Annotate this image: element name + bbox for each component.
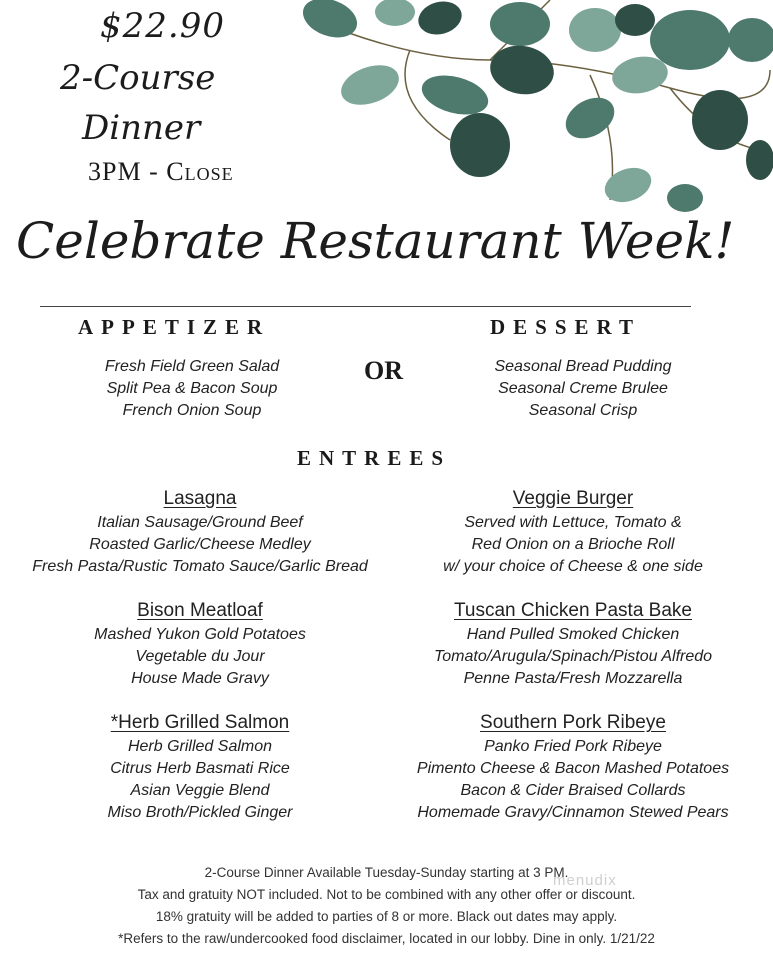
list-item: French Onion Soup xyxy=(122,402,262,419)
entree-line: Citrus Herb Basmati Rice xyxy=(110,760,290,777)
dinner-heading: Dinner xyxy=(82,108,201,148)
entree-line: Roasted Garlic/Cheese Medley xyxy=(89,536,311,553)
headline: Celebrate Restaurant Week! xyxy=(16,212,735,270)
entree-line: Tomato/Arugula/Spinach/Pistou Alfredo xyxy=(433,648,713,665)
eucalyptus-leaves-decoration xyxy=(290,0,773,220)
list-item: Fresh Field Green Salad xyxy=(104,358,280,375)
price-heading: $22.90 xyxy=(100,6,225,46)
entree-title: Southern Pork Ribeye xyxy=(480,712,666,733)
appetizer-list xyxy=(62,356,322,422)
list-item: Seasonal Bread Pudding xyxy=(494,358,672,375)
entree-line: Italian Sausage/Ground Beef xyxy=(97,514,303,531)
appetizer-heading: APPETIZER xyxy=(78,315,271,339)
entrees-heading: ENTREES xyxy=(297,446,452,470)
entree-line: Homemade Gravy/Cinnamon Stewed Pears xyxy=(417,804,729,821)
entree-bison-meatloaf xyxy=(20,598,380,690)
dessert-heading: DESSERT xyxy=(490,315,641,339)
entree-line: Bacon & Cider Braised Collards xyxy=(460,782,686,799)
entree-line: Miso Broth/Pickled Ginger xyxy=(107,804,293,821)
entree-title: Lasagna xyxy=(163,488,237,509)
entree-line: House Made Gravy xyxy=(131,670,269,687)
entree-title: Tuscan Chicken Pasta Bake xyxy=(454,600,692,621)
courses-heading: 2-Course xyxy=(60,58,216,98)
footer-notes xyxy=(0,862,773,950)
entree-line: Penne Pasta/Fresh Mozzarella xyxy=(463,670,683,687)
dessert-list xyxy=(453,356,713,422)
hours-label: 3PM - Close xyxy=(88,157,234,186)
footer-line: 2-Course Dinner Available Tuesday-Sunday starting at 3 PM. xyxy=(204,865,569,880)
entree-line: Red Onion on a Brioche Roll xyxy=(471,536,675,553)
entree-line: Fresh Pasta/Rustic Tomato Sauce/Garlic Bread xyxy=(32,558,368,575)
entree-line: Asian Veggie Blend xyxy=(130,782,270,799)
entree-title: *Herb Grilled Salmon xyxy=(110,712,290,733)
entree-tuscan-chicken xyxy=(393,598,753,690)
entree-line: Herb Grilled Salmon xyxy=(127,738,273,755)
list-item: Seasonal Crisp xyxy=(528,402,638,419)
entree-lasagna xyxy=(20,486,380,578)
list-item: Split Pea & Bacon Soup xyxy=(106,380,278,397)
entree-line: Hand Pulled Smoked Chicken xyxy=(466,626,680,643)
entree-line: Mashed Yukon Gold Potatoes xyxy=(94,626,306,643)
entree-pork-ribeye xyxy=(393,710,753,824)
entree-line: Vegetable du Jour xyxy=(135,648,265,665)
entree-title: Veggie Burger xyxy=(512,488,634,509)
or-label: OR xyxy=(364,356,403,385)
entree-line: Served with Lettuce, Tomato & xyxy=(464,514,682,531)
entree-line: w/ your choice of Cheese & one side xyxy=(443,558,703,575)
entree-veggie-burger xyxy=(393,486,753,578)
footer-line: Tax and gratuity NOT included. Not to be combined with any other offer or discount. xyxy=(137,887,636,902)
entree-title: Bison Meatloaf xyxy=(137,600,263,621)
footer-line: 18% gratuity will be added to parties of 8 or more. Black out dates may apply. xyxy=(155,909,618,924)
list-item: Seasonal Creme Brulee xyxy=(498,380,668,397)
divider-line xyxy=(40,306,691,307)
entree-herb-salmon xyxy=(20,710,380,824)
entree-line: Pimento Cheese & Bacon Mashed Potatoes xyxy=(416,760,730,777)
footer-line: *Refers to the raw/undercooked food disclaimer, located in our lobby. Dine in only. 1/21/22 xyxy=(118,931,655,946)
entree-line: Panko Fried Pork Ribeye xyxy=(484,738,662,755)
watermark: menudix xyxy=(553,872,617,889)
